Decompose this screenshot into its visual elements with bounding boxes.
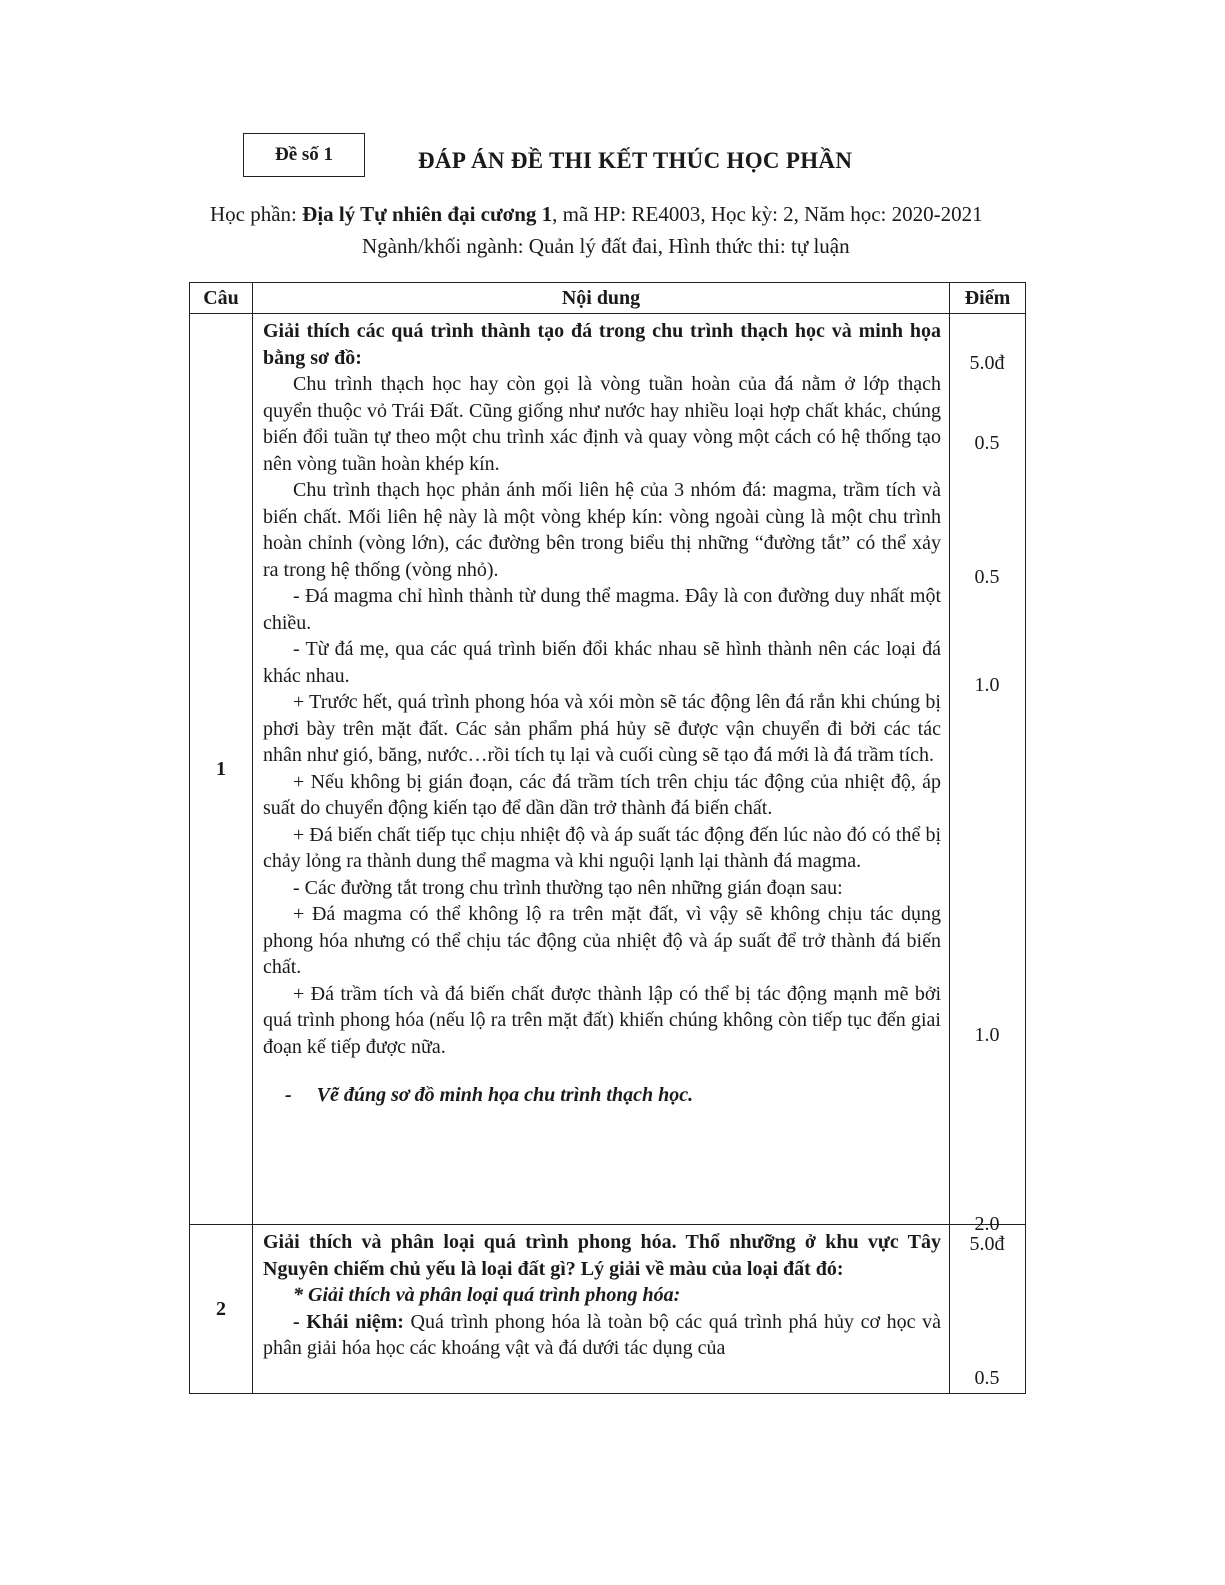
exam-code: Đề số 1: [274, 144, 334, 165]
score-item: 0.5: [974, 1367, 1000, 1389]
paragraph: Chu trình thạch học phản ánh mối liên hệ của 3 nhóm đá: magma, trầm tích và biến chất. Mối liên hệ này là một vòng khép kín: vòng ngoài cùng là một chu trình hoàn chỉnh (vòng lớn), các đường bên trong biểu thị những “đường tắt” có thể xảy ra trong hệ thống (vòng nhỏ).: [263, 479, 941, 581]
score-item: 1.0: [974, 674, 1000, 696]
score-item: 0.5: [974, 566, 1000, 588]
paragraph: - Đá magma chỉ hình thành từ dung thể magma. Đây là con đường duy nhất một chiều.: [263, 585, 941, 634]
paragraph: [263, 1309, 941, 1362]
paragraph: - Từ đá mẹ, qua các quá trình biến đổi khác nhau sẽ hình thành nên các loại đá khác nhau.: [263, 638, 941, 687]
course-line: [210, 202, 1070, 227]
answer-table: [189, 282, 1026, 1394]
final-item: - Vẽ đúng sơ đồ minh họa chu trình thạch học.: [285, 1084, 694, 1106]
course-name: Địa lý Tự nhiên đại cương 1: [302, 202, 553, 226]
question-number: 2: [190, 1225, 253, 1394]
question-heading: Giải thích các quá trình thành tạo đá trong chu trình thạch học và minh họa bằng sơ đồ:: [263, 320, 941, 369]
exam-code-box: [243, 133, 365, 177]
score-total: 5.0đ: [969, 1233, 1005, 1255]
score-column: [950, 1225, 1026, 1394]
paragraph: + Đá magma có thể không lộ ra trên mặt đất, vì vậy sẽ không chịu tác dụng phong hóa nhưng có thể chịu tác động của nhiệt độ và áp suất để trở thành đá biến chất.: [263, 903, 941, 978]
table-row-q1: [190, 314, 1026, 1225]
subheading: * Giải thích và phân loại quá trình phong hóa:: [293, 1284, 681, 1306]
concept-label: - Khái niệm:: [293, 1310, 404, 1333]
paragraph: + Đá biến chất tiếp tục chịu nhiệt độ và áp suất tác động đến lúc nào đó có thể bị chảy lỏng ra thành dung thể magma và khi nguội lạnh lại thành đá magma.: [263, 823, 941, 872]
page-title: ĐÁP ÁN ĐỀ THI KẾT THÚC HỌC PHẦN: [418, 148, 853, 173]
score-item: 1.0: [974, 1024, 1000, 1046]
paragraph: - Các đường tắt trong chu trình thường tạo nên những gián đoạn sau:: [293, 876, 843, 899]
question-content: [253, 1225, 950, 1394]
spacer: [263, 1060, 941, 1082]
major-line: Ngành/khối ngành: Quản lý đất đai, Hình thức thi: tự luận: [362, 234, 850, 258]
paragraph: + Đá trầm tích và đá biến chất được thành lập có thể bị tác động mạnh mẽ bởi quá trình phong hóa (nếu lộ ra trên mặt đất) khiến chúng không còn tiếp tục đến giai đoạn kế tiếp được nữa.: [263, 982, 941, 1058]
score-item: 0.5: [974, 432, 1000, 454]
paragraph: Chu trình thạch học hay còn gọi là vòng tuần hoàn của đá nằm ở lớp thạch quyển thuộc vỏ Trái Đất. Cũng giống như nước hay nhiều loại hợp chất khác, chúng biến đổi tuần tự theo một chu trình xác định và quay vòng một cách có hệ thống tạo nên vòng tuần hoàn khép kín.: [263, 373, 941, 475]
header-question: Câu: [190, 283, 253, 314]
course-prefix: Học phần:: [210, 202, 303, 226]
header-score: Điểm: [950, 283, 1026, 314]
question-number: 1: [190, 314, 253, 1225]
question-content: [253, 314, 950, 1225]
course-suffix: , mã HP: RE4003, Học kỳ: 2, Năm học: 2020-2021: [552, 202, 983, 226]
table-row-q2: [190, 1225, 1026, 1394]
score-column: [950, 314, 1026, 1235]
header-content: Nội dung: [253, 283, 950, 314]
score-total: 5.0đ: [969, 352, 1005, 374]
table-header-row: [190, 283, 1026, 314]
score-item: 2.0: [974, 1213, 1000, 1235]
paragraph: + Nếu không bị gián đoạn, các đá trầm tích trên chịu tác động của nhiệt độ, áp suất do chuyển động kiến tạo để dần dần trở thành đá biến chất.: [263, 770, 941, 819]
question-heading: Giải thích và phân loại quá trình phong hóa. Thổ nhưỡng ở khu vực Tây Nguyên chiếm chủ yếu là loại đất gì? Lý giải về màu của loại đất đó:: [263, 1231, 941, 1280]
concept-text: Quá trình phong hóa là toàn bộ các quá trình phá hủy cơ học và phân giải hóa học các khoáng vật và đá dưới tác dụng của: [263, 1310, 941, 1359]
paragraph: + Trước hết, quá trình phong hóa và xói mòn sẽ tác động lên đá rắn khi chúng bị phơi bày trên mặt đất. Các sản phẩm phá hủy sẽ được vận chuyển đi bởi các tác nhân như gió, băng, nước…rồi tích tụ lại và cuối cùng sẽ tạo đá mới là đá trầm tích.: [263, 691, 941, 766]
